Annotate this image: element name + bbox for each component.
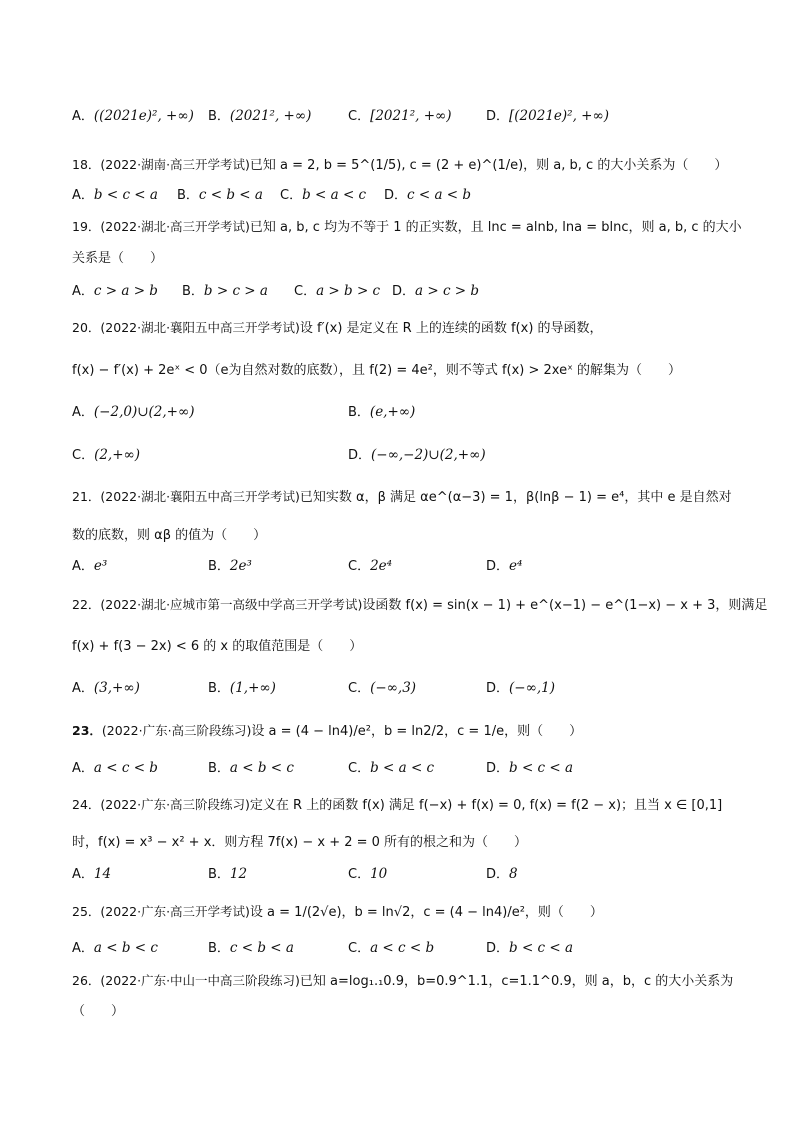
q24-option-a[interactable]: A．14 bbox=[72, 866, 112, 882]
q22-option-c[interactable]: C．(−∞,3) bbox=[348, 680, 417, 696]
q18-option-a[interactable]: A．b < c < a bbox=[72, 187, 158, 203]
q24-options bbox=[72, 864, 732, 884]
q19-option-b[interactable]: B．b > c > a bbox=[182, 283, 268, 299]
q19-stem-line2: 关系是（ ） bbox=[72, 251, 164, 266]
q26-stem-line2: （ ） bbox=[72, 1004, 125, 1019]
q24-stem-line1: 24．(2022·广东·高三阶段练习)定义在 R 上的函数 f(x) 满足 f(−x) + f(x) = 0, f(x) = f(2 − x)；且当 x ∈ [0,1] bbox=[72, 797, 723, 813]
q24-option-c[interactable]: C．10 bbox=[348, 866, 388, 882]
q25-option-a[interactable]: A．a < b < c bbox=[72, 940, 158, 956]
q18-stem: 18．(2022·湖南·高三开学考试)已知 a = 2, b = 5^(1/5), c = (2 + e)^(1/e)，则 a, b, c 的大小关系为（ ） bbox=[72, 157, 728, 173]
q25-option-c[interactable]: C．a < c < b bbox=[348, 940, 435, 956]
q25-options bbox=[72, 938, 732, 958]
q23-option-d[interactable]: D．b < c < a bbox=[486, 760, 574, 776]
q18-option-c[interactable]: C．b < a < c bbox=[280, 187, 367, 203]
q17-option-c[interactable]: C．[2021², +∞) bbox=[348, 108, 452, 124]
q20-stem-line2: f(x) − f′(x) + 2eˣ < 0（e为自然对数的底数），且 f(2) = 4e²，则不等式 f(x) > 2xeˣ 的解集为（ ） bbox=[72, 363, 681, 378]
q22-option-d[interactable]: D．(−∞,1) bbox=[486, 680, 555, 696]
q24-option-b[interactable]: B．12 bbox=[208, 866, 248, 882]
q23-option-b[interactable]: B．a < b < c bbox=[208, 760, 294, 776]
q23-option-a[interactable]: A．a < c < b bbox=[72, 760, 158, 776]
q21-options bbox=[72, 556, 732, 576]
q21-stem-line1: 21．(2022·湖北·襄阳五中高三开学考试)已知实数 α，β 满足 αe^(α−3) = 1，β(lnβ − 1) = e⁴，其中 e 是自然对 bbox=[72, 489, 732, 505]
q22-option-a[interactable]: A．(3,+∞) bbox=[72, 680, 140, 696]
q22-stem-line2: f(x) + f(3 − 2x) < 6 的 x 的取值范围是（ ） bbox=[72, 639, 363, 654]
q23-stem: 23．(2022·广东·高三阶段练习)设 a = (4 − ln4)/e²，b = ln2/2，c = 1/e，则（ ） bbox=[72, 723, 583, 739]
q18-option-d[interactable]: D．c < a < b bbox=[384, 187, 472, 203]
q22-options bbox=[72, 678, 732, 698]
q17-option-d[interactable]: D．[(2021e)², +∞) bbox=[486, 108, 609, 124]
q17-option-b[interactable]: B．(2021², +∞) bbox=[208, 108, 312, 124]
q20-stem-line1: 20．(2022·湖北·襄阳五中高三开学考试)设 f′(x) 是定义在 R 上的连续的函数 f(x) 的导函数， bbox=[72, 320, 603, 336]
q19-options bbox=[72, 281, 732, 301]
q18-option-b[interactable]: B．c < b < a bbox=[177, 187, 263, 203]
q25-stem: 25．(2022·广东·高三开学考试)设 a = 1/(2√e)，b = ln√2，c = (4 − ln4)/e²，则（ ） bbox=[72, 904, 603, 920]
q24-stem-line2: 时，f(x) = x³ − x² + x．则方程 7f(x) − x + 2 = 0 所有的根之和为（ ） bbox=[72, 835, 528, 850]
q21-option-d[interactable]: D．e⁴ bbox=[486, 558, 523, 574]
q21-option-a[interactable]: A．e³ bbox=[72, 558, 108, 574]
q23-options bbox=[72, 758, 732, 778]
q23-option-c[interactable]: C．b < a < c bbox=[348, 760, 435, 776]
q21-option-c[interactable]: C．2e⁴ bbox=[348, 558, 393, 574]
q24-option-d[interactable]: D．8 bbox=[486, 866, 518, 882]
q21-option-b[interactable]: B．2e³ bbox=[208, 558, 252, 574]
q19-option-a[interactable]: A．c > a > b bbox=[72, 283, 158, 299]
q20-option-b[interactable]: B．(e,+∞) bbox=[348, 404, 416, 420]
q25-option-b[interactable]: B．c < b < a bbox=[208, 940, 294, 956]
q19-option-c[interactable]: C．a > b > c bbox=[294, 283, 381, 299]
q25-option-d[interactable]: D．b < c < a bbox=[486, 940, 574, 956]
q22-option-b[interactable]: B．(1,+∞) bbox=[208, 680, 276, 696]
q19-stem-line1: 19．(2022·湖北·高三开学考试)已知 a, b, c 均为不等于 1 的正实数，且 lnc = alnb, lna = blnc，则 a, b, c 的大小 bbox=[72, 219, 742, 235]
q22-stem-line1: 22．(2022·湖北·应城市第一高级中学高三开学考试)设函数 f(x) = sin(x − 1) + e^(x−1) − e^(1−x) − x + 3，则满足 bbox=[72, 597, 768, 613]
q17-option-a[interactable]: A．((2021e)², +∞) bbox=[72, 108, 194, 124]
q20-option-a[interactable]: A．(−2,0)∪(2,+∞) bbox=[72, 404, 195, 420]
q20-options-row1 bbox=[72, 402, 732, 422]
q18-options bbox=[72, 185, 732, 205]
q26-stem-line1: 26．(2022·广东·中山一中高三阶段练习)已知 a=log₁.₁0.9，b=0.9^1.1，c=1.1^0.9，则 a，b，c 的大小关系为 bbox=[72, 973, 734, 989]
q20-option-c[interactable]: C．(2,+∞) bbox=[72, 447, 141, 463]
q19-option-d[interactable]: D．a > c > b bbox=[392, 283, 480, 299]
q20-option-d[interactable]: D．(−∞,−2)∪(2,+∞) bbox=[348, 447, 486, 463]
q17-options bbox=[72, 106, 732, 126]
q21-stem-line2: 数的底数，则 αβ 的值为（ ） bbox=[72, 528, 267, 543]
q20-options-row2 bbox=[72, 445, 732, 465]
